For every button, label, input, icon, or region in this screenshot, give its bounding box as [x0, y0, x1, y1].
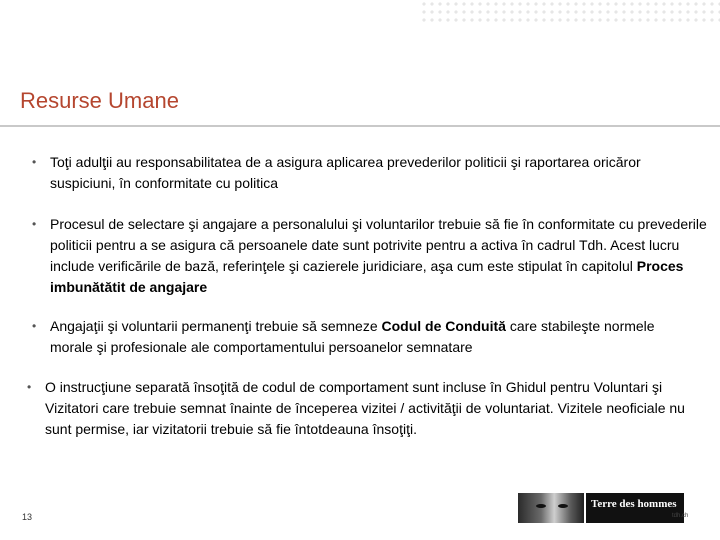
logo-name: Terre des hommes — [591, 498, 677, 510]
bullet-item-2 — [32, 214, 710, 298]
bullet-item-1 — [32, 152, 690, 194]
bullet-marker: • — [32, 155, 37, 169]
title-divider — [0, 125, 720, 127]
bullet-text: Toţi adulţii au responsabilitatea de a asigura aplicarea prevederilor politicii şi raportarea oricăror suspiciuni, în conformitate cu politica — [50, 154, 641, 191]
bullet-marker: • — [32, 217, 37, 231]
bullet-paragraph — [50, 214, 710, 298]
logo-photo-image — [518, 493, 584, 523]
bullet-emphasis: Codul de Conduită — [381, 318, 506, 334]
bullet-text: O instrucţiune separată însoţită de codul de comportament sunt incluse în Ghidul pentru Voluntari şi Vizitatori care trebuie semnat înainte de începerea vizitei / activităţii de voluntariat. Vizitele neoficiale nu sunt permise, iar vizitatorii trebuie să fie întotdeauna însoţiţi. — [45, 379, 685, 437]
logo-eye-right — [558, 504, 568, 508]
logo — [586, 493, 684, 523]
bullet-item-4 — [27, 377, 710, 440]
page-number: 13 — [22, 512, 33, 522]
bullet-emphasis: Proces imbunătătit de angajare — [50, 258, 684, 295]
dotted-pattern — [420, 0, 720, 26]
logo-url: tdh.ch — [672, 513, 689, 519]
top-decorative-band — [0, 0, 720, 26]
bullet-item-3 — [32, 316, 690, 358]
bullet-marker: • — [32, 319, 37, 333]
bullet-text: Angajaţii şi voluntarii permanenţi trebuie să semneze — [50, 318, 382, 334]
bullet-text-after: care stabileşte normele morale şi profesionale ale comportamentului persoanelor semnatare — [50, 318, 655, 355]
logo-eye-left — [536, 504, 546, 508]
bullet-marker: • — [27, 380, 32, 394]
bullet-paragraph — [50, 316, 690, 358]
bullet-text: Procesul de selectare şi angajare a personalului şi voluntarilor trebuie să fie în conformitate cu prevederile politicii pentru a se asigura că persoanele date sunt potrivite pentru a activa în cadrul Tdh. Acest lucru include verificările de bază, referinţele şi cazierele juridiciare, aşa cum este stipulat în capitolul — [50, 216, 707, 274]
slide-title: Resurse Umane — [20, 88, 179, 113]
